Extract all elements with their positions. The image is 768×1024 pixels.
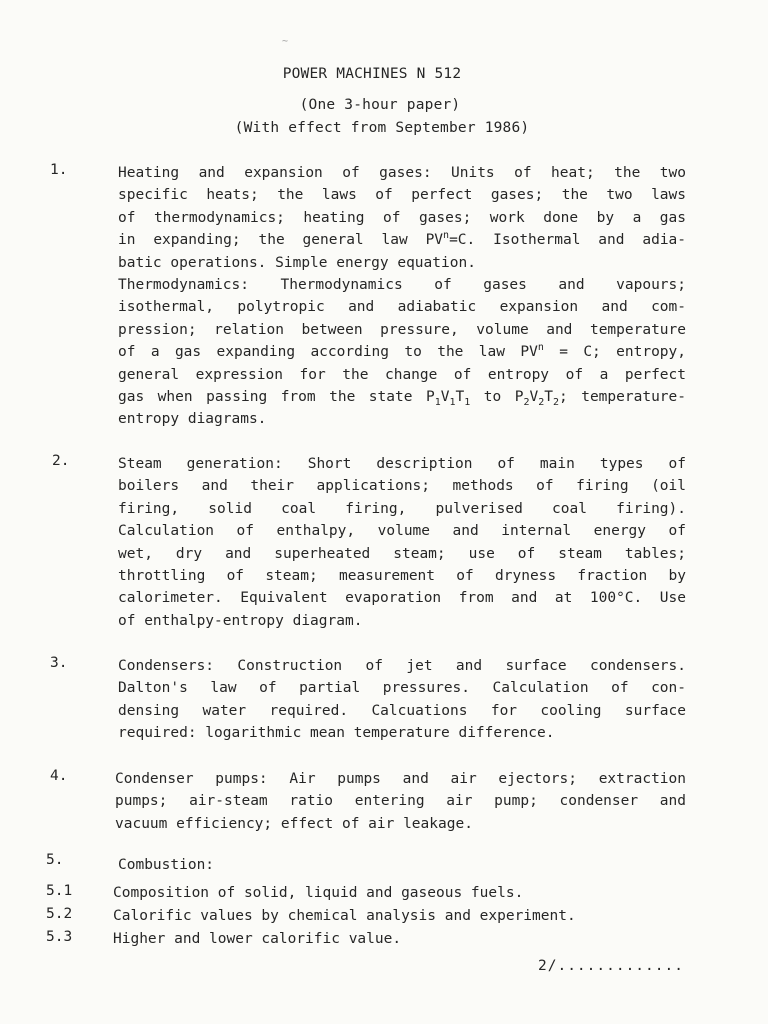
- text-line: in expanding; the general law $PV^n=C$. Isothermal and adia-: [118, 230, 687, 249]
- subitem-text: Higher and lower calorific value.: [113, 931, 402, 947]
- text-line: Steam generation: Short description of main types of: [118, 456, 686, 472]
- section-title: Combustion:: [118, 857, 215, 873]
- section-number: 4.: [50, 768, 68, 784]
- text-line: of enthalpy-entropy diagram.: [118, 612, 363, 629]
- text-line: vacuum efficiency; effect of air leakage.: [115, 815, 473, 832]
- subitem-number: 5.2: [46, 906, 73, 922]
- text-line: required: logarithmic mean temperature difference.: [118, 725, 555, 742]
- paper-duration: (One 3-hour paper): [299, 97, 461, 113]
- text-line: Condensers: Construction of jet and surface condensers.: [118, 658, 686, 674]
- text-line: pression; relation between pressure, volume and temperature: [118, 321, 686, 338]
- section-number: 3.: [50, 655, 68, 671]
- text-line: of a gas expanding according to the law $PV^n = C$; entropy,: [118, 342, 686, 361]
- text-line: calorimeter. Equivalent evaporation from and at 100°C. Use: [118, 590, 686, 607]
- subitem-text: Calorific values by chemical analysis and experiment.: [113, 908, 576, 924]
- text-line: Calculation of enthalpy, volume and internal energy of: [118, 523, 686, 540]
- text-line: gas when passing from the state $P_1V_1T_1$ to $P_2V_2T_2$; temperature-: [118, 389, 686, 408]
- text-line: specific heats; the laws of perfect gases; the two laws: [118, 187, 686, 204]
- effective-date: (With effect from September 1986): [234, 120, 530, 136]
- section-1-text: [118, 162, 686, 431]
- text-line: boilers and their applications; methods of firing (oil: [118, 478, 686, 495]
- text-line: pumps; air-steam ratio entering air pump; condenser and: [115, 793, 686, 810]
- text-line: isothermal, polytropic and adiabatic expansion and com-: [118, 299, 686, 316]
- subitem-text: Composition of solid, liquid and gaseous fuels.: [113, 885, 524, 901]
- text-line: throttling of steam; measurement of dryness fraction by: [118, 568, 686, 585]
- subitem-number: 5.3: [46, 929, 73, 945]
- text-line: Condenser pumps: Air pumps and air ejectors; extraction: [115, 771, 686, 787]
- text-line: densing water required. Calcuations for cooling surface: [118, 702, 686, 719]
- scan-mark: ~: [282, 36, 289, 47]
- subitem-number: 5.1: [46, 883, 73, 899]
- text-line: of thermodynamics; heating of gases; work done by a gas: [118, 209, 686, 226]
- section-number: 5.: [46, 852, 64, 868]
- section-2-text: [118, 453, 686, 632]
- section-number: 2.: [52, 453, 70, 469]
- text-line: Heating and expansion of gases: Units of heat; the two: [118, 165, 686, 181]
- text-line: Dalton's law of partial pressures. Calculation of con-: [118, 680, 686, 697]
- text-line: Thermodynamics: Thermodynamics of gases and vapours;: [118, 277, 686, 294]
- text-line: entropy diagrams.: [118, 411, 267, 428]
- section-3-text: [118, 655, 686, 745]
- page-continuation: 2/.............: [538, 958, 684, 974]
- text-line: general expression for the change of entropy of a perfect: [118, 366, 686, 383]
- text-line: firing, solid coal firing, pulverised coal firing).: [118, 500, 686, 517]
- section-4-text: [115, 768, 686, 835]
- section-number: 1.: [50, 162, 68, 178]
- text-line: batic operations. Simple energy equation.: [118, 254, 476, 271]
- text-line: wet, dry and superheated steam; use of steam tables;: [118, 545, 686, 562]
- page-title: POWER MACHINES N 512: [282, 66, 462, 82]
